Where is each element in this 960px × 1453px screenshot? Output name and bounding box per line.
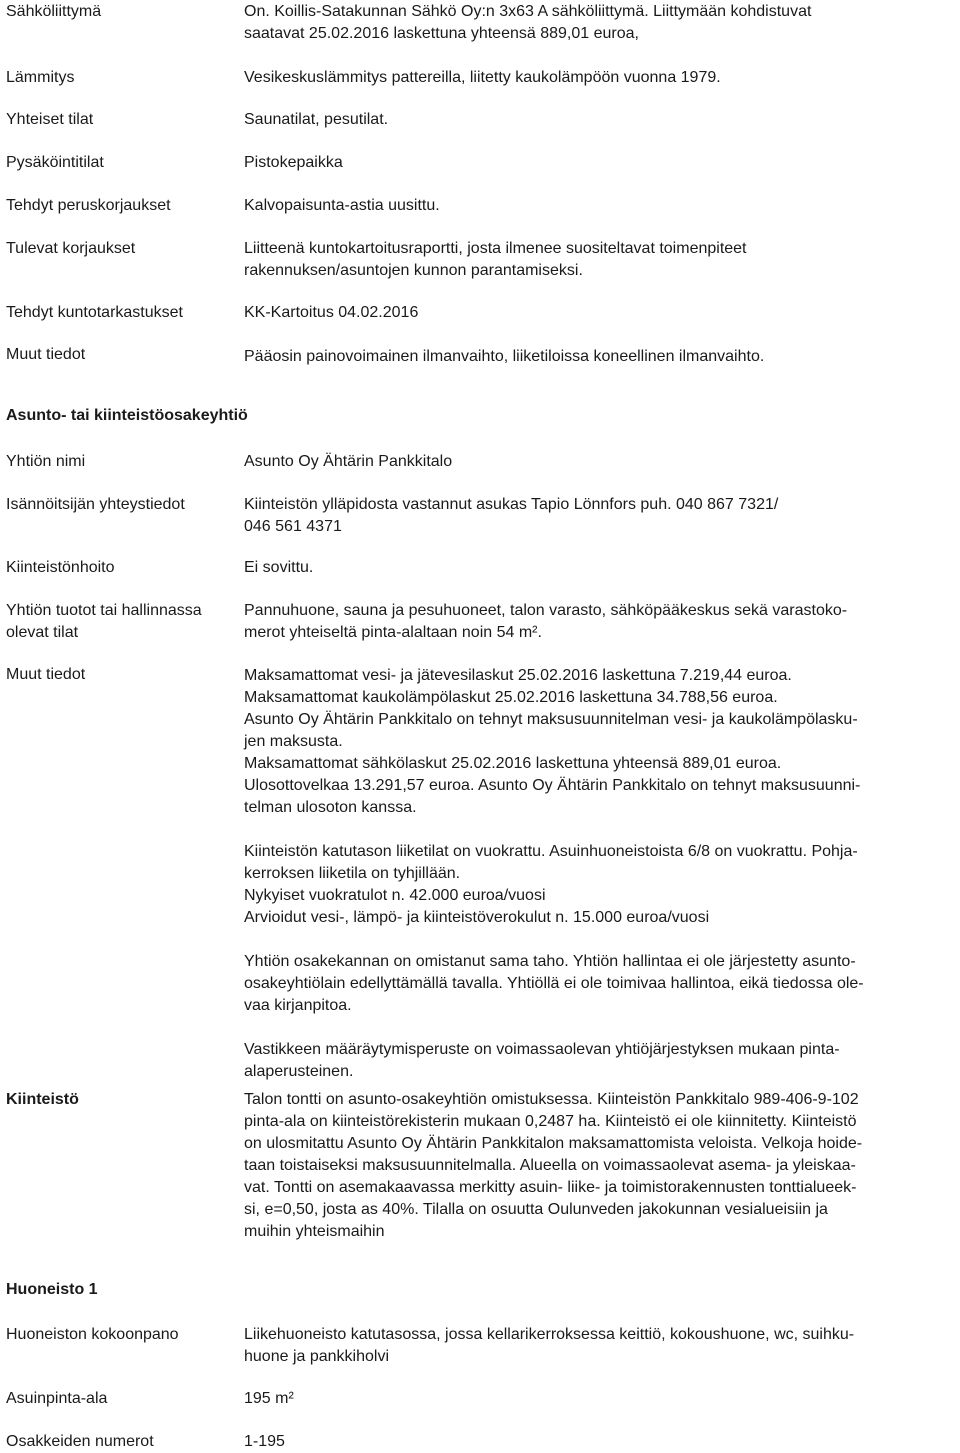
value-line: Maksamattomat kaukolämpölaskut 25.02.2016 laskettuna 34.788,56 euroa. (244, 689, 778, 706)
value-line: Asunto Oy Ähtärin Pankkitalo (244, 453, 453, 470)
value-line: Vesikeskuslämmitys pattereilla, liitetty kaukolämpöön vuonna 1979. (244, 69, 721, 86)
value-line: alaperusteinen. (244, 1063, 354, 1080)
label-line: Isännöitsijän yhteystiedot (6, 496, 185, 513)
label-line: Yhtiön tuotot tai hallinnassa (6, 602, 202, 619)
value-line: kerroksen liiketila on tyhjillään. (244, 865, 461, 882)
value-line: 195 m² (244, 1390, 294, 1407)
label-line: Asuinpinta-ala (6, 1390, 108, 1407)
company-other-info-value (244, 665, 954, 1083)
value-line: Saunatilat, pesutilat. (244, 111, 389, 128)
value-line: Pääosin painovoimainen ilmanvaihto, liiketiloissa koneellinen ilmanvaihto. (244, 348, 765, 365)
apartment-field-1-value (244, 1324, 954, 1368)
value-line: si, e=0,50, josta as 40%. Tilalla on osuutta Oulunveden jakokunnan vesialueisiin ja (244, 1201, 828, 1218)
field-7-value (244, 302, 954, 324)
value-line: Arvioidut vesi-, lämpö- ja kiinteistöverokulut n. 15.000 euroa/vuosi (244, 909, 710, 926)
label-line: Kiinteistö (6, 1091, 79, 1108)
label-line: Muut tiedot (6, 346, 86, 363)
value-line: osakeyhtiölain edellyttämällä tavalla. Yhtiöllä ei ole toimivaa hallintoa, eikä tiedossa ole- (244, 975, 864, 992)
other-info-paragraph (244, 665, 954, 819)
company-field-1-value (244, 451, 954, 473)
section-heading-apartment: Huoneisto 1 (6, 1281, 98, 1298)
field-7-label (6, 302, 183, 324)
value-line: taan toistaiseksi maksusuunnitelmalla. Alueella on voimassaolevat asema- ja yleiskaa- (244, 1157, 856, 1174)
value-line: Pistokepaikka (244, 154, 343, 171)
other-info-paragraph (244, 841, 954, 929)
company-other-info-label: Muut tiedot (6, 666, 86, 683)
label-line: Yhtiön nimi (6, 453, 86, 470)
value-line: Kalvopaisunta-astia uusittu. (244, 197, 440, 214)
label-line: Tulevat korjaukset (6, 240, 136, 257)
value-line: Liitteenä kuntokartoitusraportti, josta ilmenee suositeltavat toimenpiteet (244, 240, 747, 257)
label-line: Osakkeiden numerot (6, 1433, 154, 1450)
property-label (6, 1089, 79, 1111)
value-line: Maksamattomat vesi- ja jätevesilaskut 25.02.2016 laskettuna 7.219,44 euroa. (244, 667, 792, 684)
label-line: Lämmitys (6, 69, 75, 86)
value-line: vat. Tontti on asemakaavassa merkitty asuin- liike- ja toimistorakennusten tonttialueek- (244, 1179, 857, 1196)
field-8-label (6, 344, 85, 366)
label-line: Sähköliittymä (6, 3, 102, 20)
value-line: merot yhteiseltä pinta-alaltaan noin 54 m². (244, 624, 542, 641)
section-heading-company: Asunto- tai kiinteistöosakeyhtiö (6, 407, 248, 424)
apartment-field-1-label (6, 1324, 179, 1346)
label-line: Yhteiset tilat (6, 111, 94, 128)
value-line: Pannuhuone, sauna ja pesuhuoneet, talon varasto, sähköpääkeskus sekä varastoko- (244, 602, 848, 619)
value-line: Nykyiset vuokratulot n. 42.000 euroa/vuosi (244, 887, 546, 904)
apartment-field-3-value (244, 1431, 954, 1453)
field-5-value (244, 195, 954, 217)
label-line: Pysäköintitilat (6, 154, 104, 171)
field-6-value (244, 238, 954, 282)
value-line: jen maksusta. (244, 733, 343, 750)
label-line: Kiinteistönhoito (6, 559, 115, 576)
apartment-field-2-value (244, 1388, 954, 1410)
field-8-value (244, 346, 954, 368)
value-line: pinta-ala on kiinteistörekisterin mukaan 0,2487 ha. Kiinteistö ei ole kiinnitetty. Kiinteistö (244, 1113, 857, 1130)
company-field-3-value (244, 557, 954, 579)
value-line: vaa kirjanpitoa. (244, 997, 352, 1014)
field-1-label (6, 1, 101, 23)
company-field-2-label (6, 494, 185, 516)
value-line: on ulosmitattu Asunto Oy Ähtärin Pankkitalon maksamattomista veloista. Velkoja hoide- (244, 1135, 863, 1152)
company-field-1-label (6, 451, 85, 473)
property-value (244, 1089, 954, 1243)
value-line: Asunto Oy Ähtärin Pankkitalo on tehnyt maksusuunnitelman vesi- ja kaukolämpölasku- (244, 711, 858, 728)
field-3-label (6, 109, 93, 131)
value-line: On. Koillis-Satakunnan Sähkö Oy:n 3x63 A sähköliittymä. Liittymään kohdistuvat (244, 3, 812, 20)
value-line: Liikehuoneisto katutasossa, jossa kellarikerroksessa keittiö, kokoushuone, wc, suihku- (244, 1326, 855, 1343)
field-5-label (6, 195, 171, 217)
label-line: Tehdyt kuntotarkastukset (6, 304, 183, 321)
value-line: saatavat 25.02.2016 laskettuna yhteensä 889,01 euroa, (244, 25, 639, 42)
value-line: KK-Kartoitus 04.02.2016 (244, 304, 419, 321)
value-line: 1-195 (244, 1433, 285, 1450)
company-field-4-value (244, 600, 954, 644)
field-4-label (6, 152, 104, 174)
value-line: Ei sovittu. (244, 559, 314, 576)
company-field-3-label (6, 557, 115, 579)
value-line: muihin yhteismaihin (244, 1223, 385, 1240)
field-3-value (244, 109, 954, 131)
value-line: Kiinteistön katutason liiketilat on vuokrattu. Asuinhuoneistoista 6/8 on vuokrattu. Pohja- (244, 843, 858, 860)
label-line: olevat tilat (6, 624, 79, 641)
value-line: Yhtiön osakekannan on omistanut sama taho. Yhtiön hallintaa ei ole järjestetty asunto- (244, 953, 856, 970)
field-2-label (6, 67, 74, 89)
field-4-value (244, 152, 954, 174)
value-line: Ulosottovelkaa 13.291,57 euroa. Asunto Oy Ähtärin Pankkitalo on tehnyt maksusuunni- (244, 777, 861, 794)
value-line: telman ulosoton kanssa. (244, 799, 417, 816)
value-line: Kiinteistön ylläpidosta vastannut asukas Tapio Lönnfors puh. 040 867 7321/ (244, 496, 779, 513)
value-line: Maksamattomat sähkölaskut 25.02.2016 laskettuna yhteensä 889,01 euroa. (244, 755, 782, 772)
label-line: Tehdyt peruskorjaukset (6, 197, 171, 214)
value-line: Vastikkeen määräytymisperuste on voimassaolevan yhtiöjärjestyksen mukaan pinta- (244, 1041, 840, 1058)
value-line: Talon tontti on asunto-osakeyhtiön omistuksessa. Kiinteistön Pankkitalo 989-406-9-102 (244, 1091, 859, 1108)
apartment-field-2-label (6, 1388, 107, 1410)
other-info-paragraph (244, 951, 954, 1017)
value-line: 046 561 4371 (244, 518, 342, 535)
field-6-label (6, 238, 135, 260)
apartment-field-3-label (6, 1431, 154, 1453)
value-line: huone ja pankkiholvi (244, 1348, 389, 1365)
label-line: Huoneiston kokoonpano (6, 1326, 179, 1343)
company-field-4-label (6, 600, 202, 644)
other-info-paragraph (244, 1039, 954, 1083)
value-line: rakennuksen/asuntojen kunnon parantamiseksi. (244, 262, 583, 279)
field-1-value (244, 1, 954, 45)
company-field-2-value (244, 494, 954, 538)
field-2-value (244, 67, 954, 89)
